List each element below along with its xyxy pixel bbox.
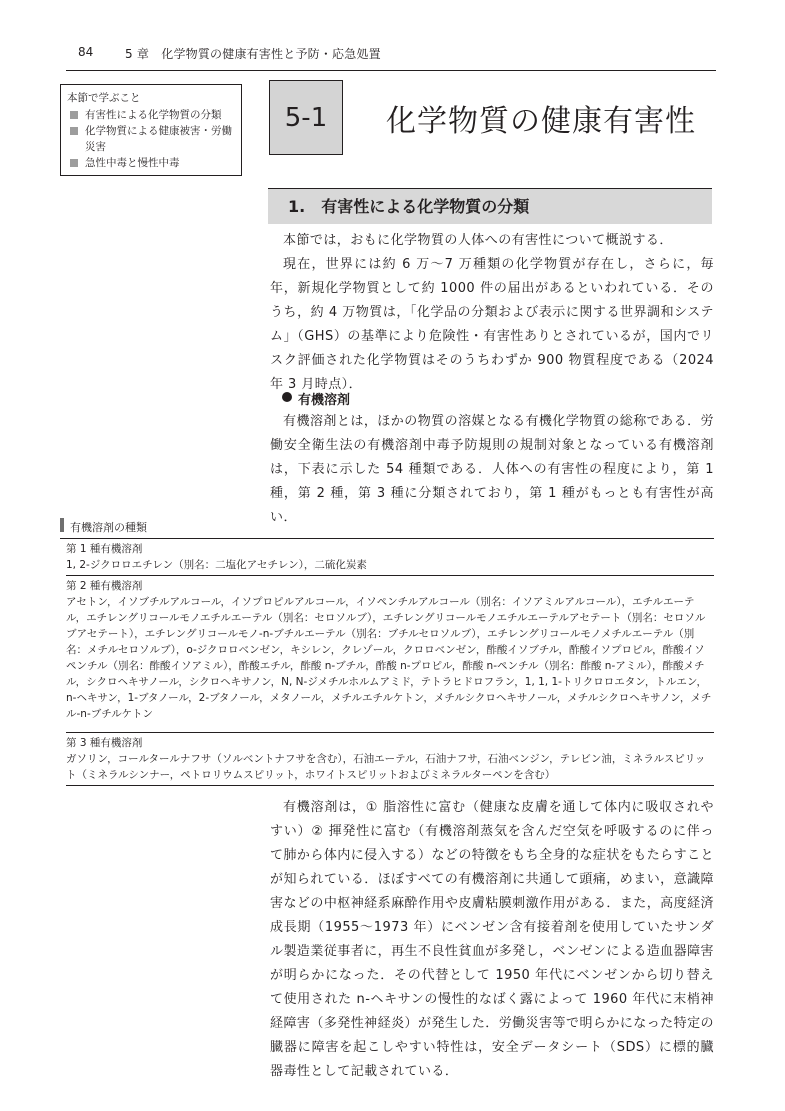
page-number: 84 (78, 45, 94, 59)
caption-marker (60, 518, 64, 532)
square-bullet-icon (70, 127, 78, 135)
solvents-heading: 有機溶剤 (298, 393, 351, 408)
table-bottom-rule (66, 785, 714, 786)
solvents-paragraph: 有機溶剤とは，ほかの物質の溶媒となる有機化学物質の総称である．労働安全衛生法の有機溶剤中毒予防規則の規制対象となっている有機溶剤は，下表に示した 54 種類である．人体への有害性の程度により，第 1 種，第 2 種，第 3 種に分類されており，第 1 種がもっとも有害性が高い． (270, 414, 714, 525)
subsection-heading (268, 188, 712, 224)
header-rule (66, 70, 716, 71)
circle-bullet-icon (282, 392, 292, 402)
table-top-rule (60, 538, 714, 539)
table-section-class3 (66, 735, 712, 783)
learning-objective-text: 有害性による化学物質の分類 (85, 109, 222, 121)
section-number (269, 80, 343, 155)
learning-objective-item (67, 107, 235, 123)
table-section-heading: 第 3 種有機溶剤 (66, 737, 143, 749)
table-divider (66, 575, 714, 576)
intro-paragraph-2: 現在，世界には約 6 万～7 万種類の化学物質が存在し，さらに，毎年，新規化学物質として約 1000 件の届出があるといわれている．そのうち，約 4 万物質は，「化学品の分類および表示に関する世界調和システム」（GHS）の基準により危険性・有害性ありとされているが，国内でリスク評価された化学物質はそのうちわずか 900 物質程度である（2024 年 3 月時点）． (270, 257, 714, 392)
table-section-class1 (66, 541, 712, 573)
table-section-heading: 第 1 種有機溶剤 (66, 543, 143, 555)
learning-objectives-box (60, 84, 242, 176)
learning-objective-item (67, 123, 235, 155)
chapter-title: 5 章 化学物質の健康有害性と予防・応急処置 (125, 47, 381, 61)
intro-paragraph-1: 本節では，おもに化学物質の人体への有害性について概説する． (283, 233, 673, 248)
learning-objective-text: 急性中毒と慢性中毒 (85, 157, 180, 169)
table-section-class2 (66, 578, 712, 722)
table-section-body: アセトン，イソブチルアルコール，イソプロピルアルコール，イソペンチルアルコール（別名：イソアミルアルコール），エチルエーテル，エチレングリコールモノエチルエーテル（別名：セロソルブ），エチレングリコールモノエチルエーテルアセテート（別名：セロソルブアセテート），エチレングリコールモノ-n-ブチルエーテル（別名：ブチルセロソルブ），エチレングリコールモノメチルエーテル（別名：メチルセロソルブ），o-ジクロロベンゼン，キシレン，クレゾール，クロロベンゼン，酢酸イソブチル，酢酸イソプロピル，酢酸イソペンチル（別名：酢酸イソアミル），酢酸エチル，酢酸 n-ブチル，酢酸 n-プロピル，酢酸 n-ペンチル（別名：酢酸 n-アミル），酢酸メチル，シクロヘキサノール，シクロヘキサノン，N, N-ジメチルホルムアミド，テトラヒドロフラン，1, 1, 1-トリクロロエタン，トルエン，n-ヘキサン，1-ブタノール，2-ブタノール，メタノール，メチルエチルケトン，メチルシクロヘキサノール，メチルシクロヘキサノン，メチル-n-ブチルケトン (66, 596, 712, 720)
square-bullet-icon (70, 111, 78, 119)
table-section-heading: 第 2 種有機溶剤 (66, 580, 143, 592)
section-number-text: 5-1 (284, 102, 328, 133)
subsection-heading-text: 1. 有害性による化学物質の分類 (288, 197, 530, 216)
learning-objective-text: 化学物質による健康被害・労働災害 (85, 125, 232, 153)
table-section-body: ガソリン，コールタールナフサ（ソルベントナフサを含む），石油エーテル，石油ナフサ，石油ベンジン，テレビン油，ミネラルスピリット（ミネラルシンナー，ペトロリウムスピリット，ホワイトスピリットおよびミネラルターペンを含む） (66, 753, 706, 781)
learning-objectives-title: 本節で学ぶこと (67, 92, 141, 104)
table-section-body: 1, 2-ジクロロエチレン（別名：二塩化アセチレン），二硫化炭素 (66, 559, 367, 571)
closing-paragraph: 有機溶剤は，① 脂溶性に富む（健康な皮膚を通して体内に吸収されやすい）② 揮発性に富む（有機溶剤蒸気を含んだ空気を呼吸するのに伴って肺から体内に侵入する）などの特徴をもち全身的な症状をもたらすことが知られている．ほぼすべての有機溶剤に共通して頭痛，めまい，意識障害などの中枢神経系麻酔作用や皮膚粘膜刺激作用がある．また，高度経済成長期（1955～1973 年）にベンゼン含有接着剤を使用していたサンダル製造業従事者に，再生不良性貧血が多発し，ベンゼンによる造血器障害が明らかになった．その代替として 1950 年代にベンゼンから切り替えて使用された n-ヘキサンの慢性的なばく露によって 1960 年代に末梢神経障害（多発性神経炎）が発生した．労働災害等で明らかになった特定の臓器に障害を起こしやすい特性は，安全データシート（SDS）に標的臓器毒性として記載されている． (270, 800, 714, 1079)
square-bullet-icon (70, 159, 78, 167)
learning-objective-item (67, 155, 235, 171)
table-divider (66, 732, 714, 733)
table-caption: 有機溶剤の種類 (70, 521, 147, 534)
section-title: 化学物質の健康有害性 (386, 104, 696, 139)
